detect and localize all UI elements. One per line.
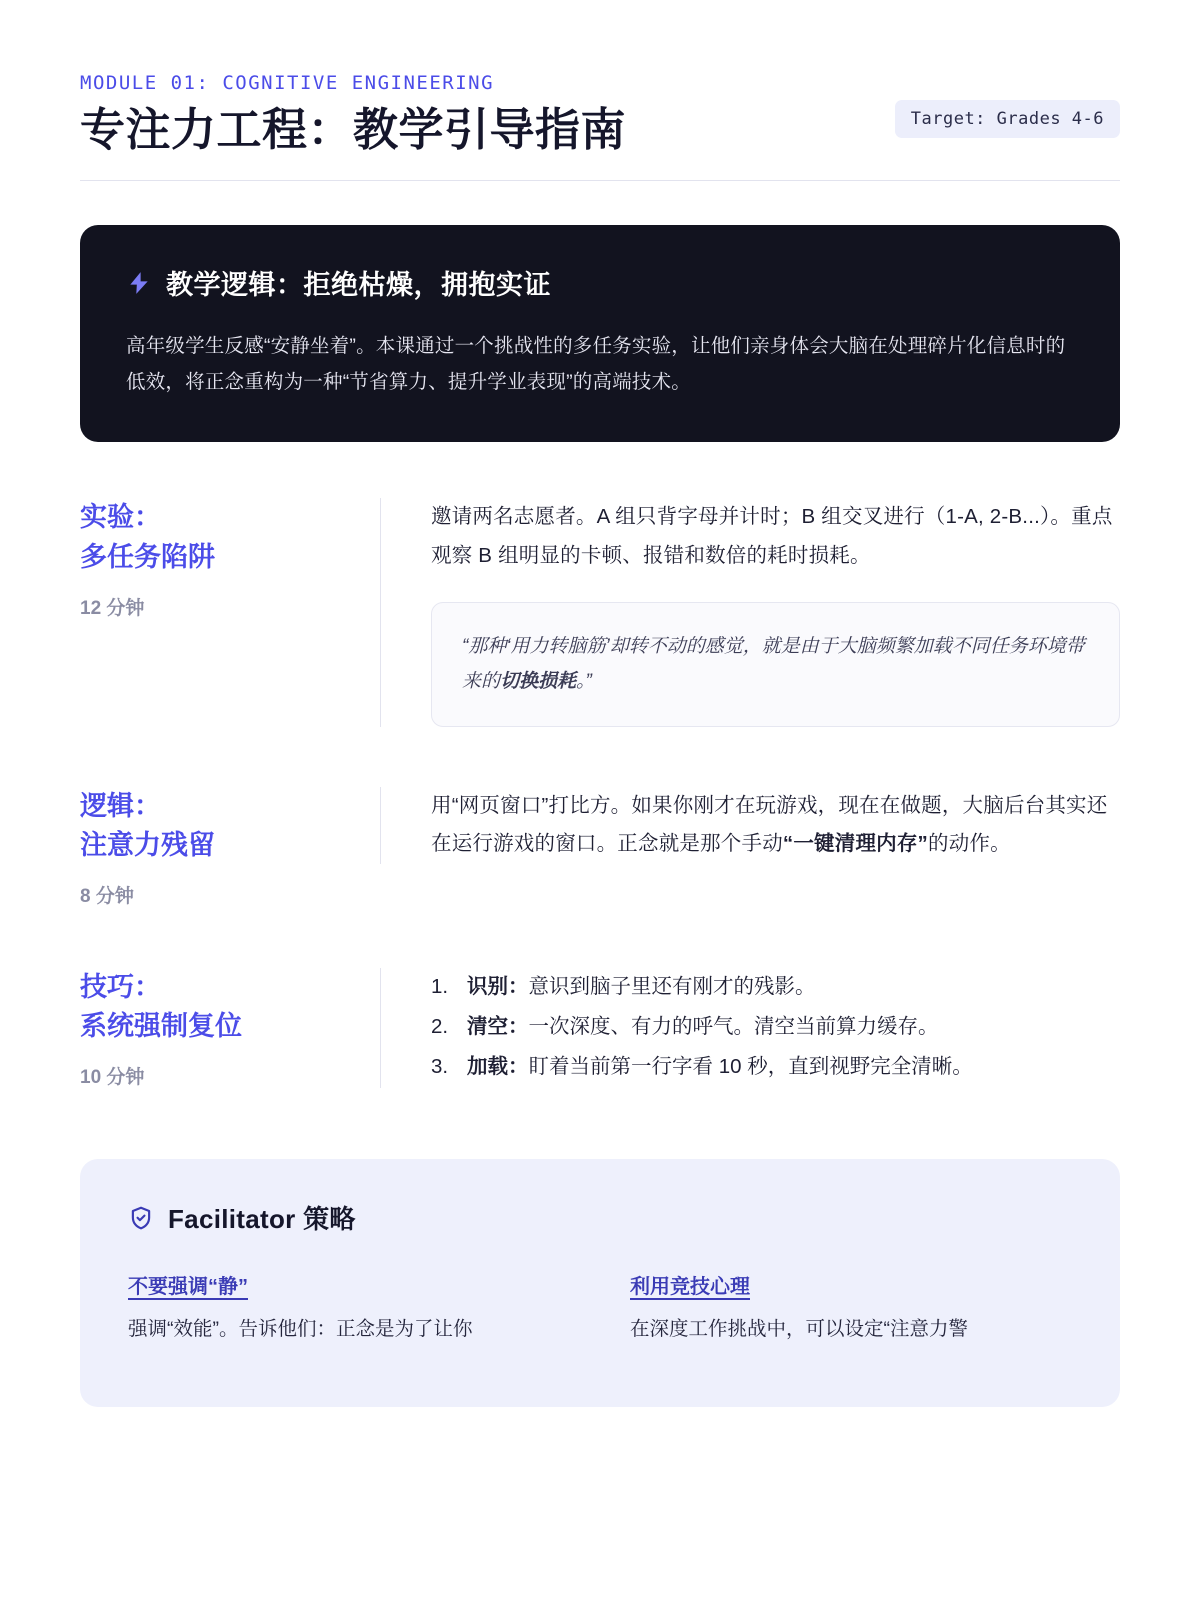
quote-part-2: 。” bbox=[576, 671, 592, 693]
section-quote-box bbox=[431, 602, 1120, 726]
facilitator-column bbox=[128, 1270, 570, 1347]
section-experiment bbox=[80, 484, 1120, 772]
section-technique bbox=[80, 954, 1120, 1135]
section-title-line2: 注意力残留 bbox=[80, 829, 215, 860]
step-label: 清空： bbox=[467, 1014, 529, 1038]
callout-header bbox=[126, 263, 1074, 302]
page-header bbox=[80, 72, 1120, 181]
section-list bbox=[80, 484, 1120, 1135]
body-part-1: 用“网页窗口”打比方。如果你刚才在玩游戏，现在在做题，大脑后台其实还在运行游戏的窗口。正念就是那个手动 bbox=[431, 793, 1108, 856]
section-heading-block bbox=[80, 498, 380, 619]
list-item bbox=[431, 1048, 1120, 1086]
section-content bbox=[380, 968, 1120, 1088]
page-title: 专注力工程：教学引导指南 bbox=[80, 104, 627, 155]
section-title bbox=[80, 498, 352, 576]
facilitator-strategy-panel bbox=[80, 1159, 1120, 1407]
facilitator-column-title: 利用竞技心理 bbox=[630, 1276, 750, 1299]
quote-part-1: “那种‘用力转脑筋’却转不动的感觉，就是由于大脑频繁加载不同任务环境带来的 bbox=[462, 636, 1085, 693]
facilitator-header bbox=[128, 1199, 1072, 1236]
section-body: 邀请两名志愿者。A 组只背字母并计时；B 组交叉进行（1-A, 2-B...）。重点观察 B 组明显的卡顿、报错和数倍的耗时损耗。 bbox=[431, 505, 1113, 568]
step-label: 加载： bbox=[467, 1054, 529, 1078]
section-title-line1: 实验： bbox=[80, 502, 161, 533]
section-body bbox=[431, 787, 1120, 865]
step-text: 一次深度、有力的呼气。清空当前算力缓存。 bbox=[528, 1014, 939, 1038]
section-duration: 8 分钟 bbox=[80, 885, 134, 907]
shield-check-icon bbox=[128, 1205, 154, 1231]
section-title bbox=[80, 787, 352, 865]
facilitator-column-title: 不要强调“静” bbox=[128, 1276, 248, 1299]
section-title-line2: 多任务陷阱 bbox=[80, 541, 215, 572]
callout-body: 高年级学生反感“安静坐着”。本课通过一个挑战性的多任务实验，让他们亲身体会大脑在处理碎片化信息时的低效，将正念重构为一种“节省算力、提升学业表现”的高端技术。 bbox=[126, 335, 1066, 394]
facilitator-column bbox=[630, 1270, 1072, 1347]
section-content bbox=[380, 787, 1120, 865]
target-audience-badge: Target: Grades 4-6 bbox=[895, 100, 1120, 138]
step-text: 意识到脑子里还有刚才的残影。 bbox=[528, 974, 816, 998]
module-label: MODULE 01: COGNITIVE ENGINEERING bbox=[80, 72, 495, 94]
step-label: 识别： bbox=[467, 974, 529, 998]
facilitator-columns bbox=[128, 1270, 1072, 1347]
body-emphasis: “一键清理内存” bbox=[782, 832, 929, 856]
facilitator-column-text: 强调“效能”。告诉他们：正念是为了让你 bbox=[128, 1318, 473, 1341]
section-title bbox=[80, 968, 352, 1046]
body-part-2: 的动作。 bbox=[928, 832, 1011, 856]
section-title-line1: 技巧： bbox=[80, 971, 161, 1002]
section-content bbox=[380, 498, 1120, 726]
section-logic bbox=[80, 773, 1120, 954]
lightning-bolt-icon bbox=[126, 270, 152, 296]
section-title-line1: 逻辑： bbox=[80, 790, 161, 821]
technique-step-list bbox=[431, 968, 1120, 1086]
section-title-line2: 系统强制复位 bbox=[80, 1010, 242, 1041]
facilitator-column-text: 在深度工作挑战中，可以设定“注意力警 bbox=[630, 1318, 968, 1341]
section-duration: 10 分钟 bbox=[80, 1067, 145, 1089]
section-heading-block bbox=[80, 968, 380, 1089]
step-text: 盯着当前第一行字看 10 秒，直到视野完全清晰。 bbox=[528, 1054, 973, 1078]
quote-emphasis: 切换损耗 bbox=[500, 671, 577, 693]
list-item bbox=[431, 1008, 1120, 1046]
callout-title: 教学逻辑：拒绝枯燥，拥抱实证 bbox=[166, 270, 551, 301]
section-quote bbox=[462, 629, 1089, 699]
section-duration: 12 分钟 bbox=[80, 597, 145, 619]
teaching-logic-callout bbox=[80, 225, 1120, 442]
facilitator-title: Facilitator 策略 bbox=[168, 1204, 356, 1235]
section-heading-block bbox=[80, 787, 380, 908]
list-item bbox=[431, 968, 1120, 1006]
